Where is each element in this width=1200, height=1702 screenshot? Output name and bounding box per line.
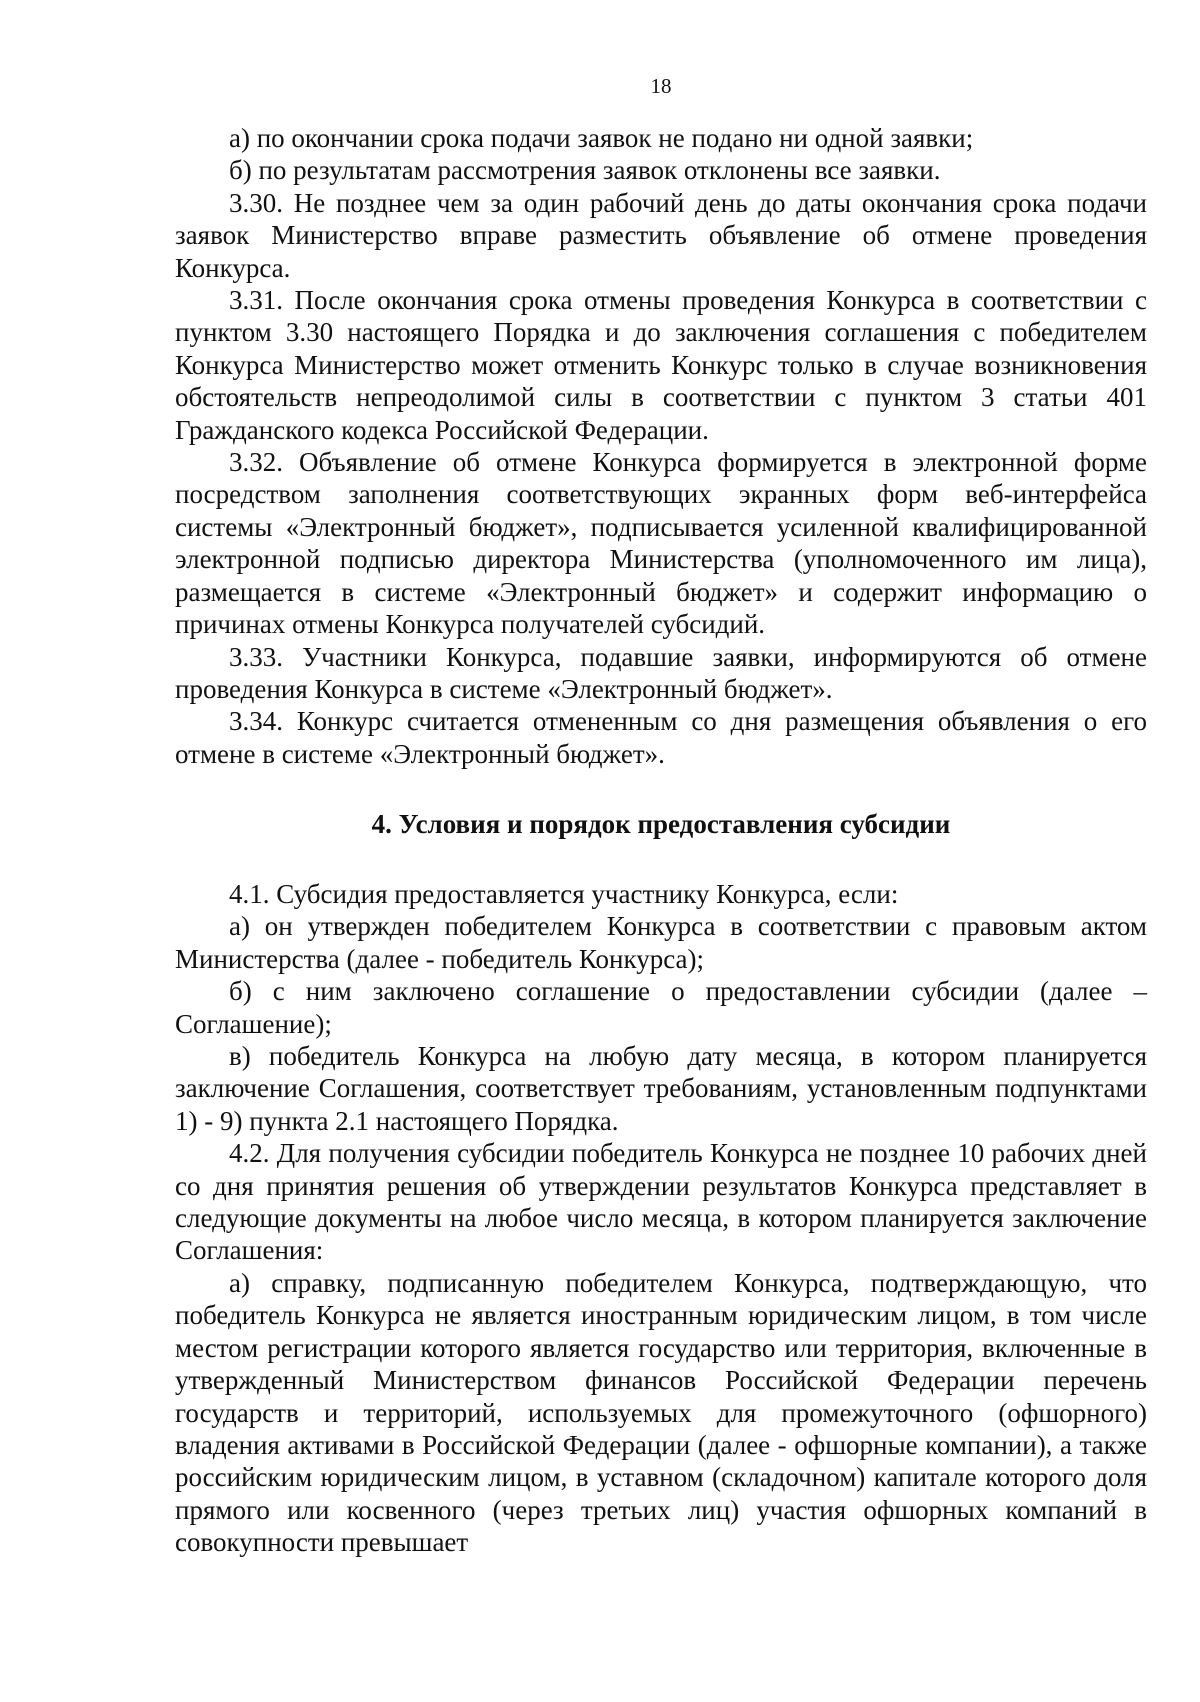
page-number: 18 <box>650 74 672 98</box>
section-3-text <box>175 122 1147 770</box>
paragraph-3-29-a: а) по окончании срока подачи заявок не подано ни одной заявки; <box>229 123 974 153</box>
paragraph-3-30: 3.30. Не позднее чем за один рабочий день до даты окончания срока подачи заявок Министерство вправе разместить объявление об отмене проведения Конкурса. <box>175 187 1147 283</box>
section-4-heading: 4. Условия и порядок предоставления субсидии <box>371 809 951 839</box>
paragraph-4-1-a: а) он утвержден победителем Конкурса в соответствии с правовым актом Министерства (далее - победитель Конкурса); <box>175 911 1147 974</box>
paragraph-4-2-a: а) справку, подписанную победителем Конкурса, подтверждающую, что победитель Конкурса не является иностранным юридическим лицом, в том числе местом регистрации которого является государство или территория, включенные в утвержденный Министерством финансов Российской Федерации перечень государств и территорий, используемых для промежуточного (офшорного) владения активами в Российской Федерации (далее - офшорные компании), а также российским юридическим лицом, в уставном (складочном) капитале которого доля прямого или косвенного (через третьих лиц) участия офшорных компаний в совокупности превышает <box>175 1267 1147 1558</box>
paragraph-3-31: 3.31. После окончания срока отмены проведения Конкурса в соответствии с пунктом 3.30 настоящего Порядка и до заключения соглашения с победителем Конкурса Министерство может отменить Конкурс только в случае возникновения обстоятельств непреодолимой силы в соответствии с пунктом 3 статьи 401 Гражданского кодекса Российской Федерации. <box>175 285 1147 445</box>
paragraph-3-34: 3.34. Конкурс считается отмененным со дня размещения объявления о его отмене в системе «Электронный бюджет». <box>175 706 1147 769</box>
paragraph-3-32: 3.32. Объявление об отмене Конкурса формируется в электронной форме посредством заполнения соответствующих экранных форм веб-интерфейса системы «Электронный бюджет», подписывается усиленной квалифицированной электронной подписью директора Министерства (уполномоченного им лица), размещается в системе «Электронный бюджет» и содержит информацию о причинах отмены Конкурса получателей субсидий. <box>175 447 1147 640</box>
section-4-text <box>175 878 1147 1559</box>
paragraph-3-33: 3.33. Участники Конкурса, подавшие заявки, информируются об отмене проведения Конкурса в системе «Электронный бюджет». <box>175 641 1147 704</box>
paragraph-4-1-b: б) с ним заключено соглашение о предоставлении субсидии (далее – Соглашение); <box>175 976 1147 1039</box>
paragraph-4-1-c: в) победитель Конкурса на любую дату месяца, в котором планируется заключение Соглашения, соответствует требованиям, установленным подпунктами 1) - 9) пункта 2.1 настоящего Порядка. <box>175 1041 1147 1136</box>
paragraph-4-1: 4.1. Субсидия предоставляется участнику Конкурса, если: <box>229 879 899 909</box>
paragraph-3-29-b: б) по результатам рассмотрения заявок отклонены все заявки. <box>229 155 941 186</box>
paragraph-4-2: 4.2. Для получения субсидии победитель Конкурса не позднее 10 рабочих дней со дня принятия решения об утверждении результатов Конкурса представляет в следующие документы на любое число месяца, в котором планируется заключение Соглашения: <box>175 1138 1147 1266</box>
